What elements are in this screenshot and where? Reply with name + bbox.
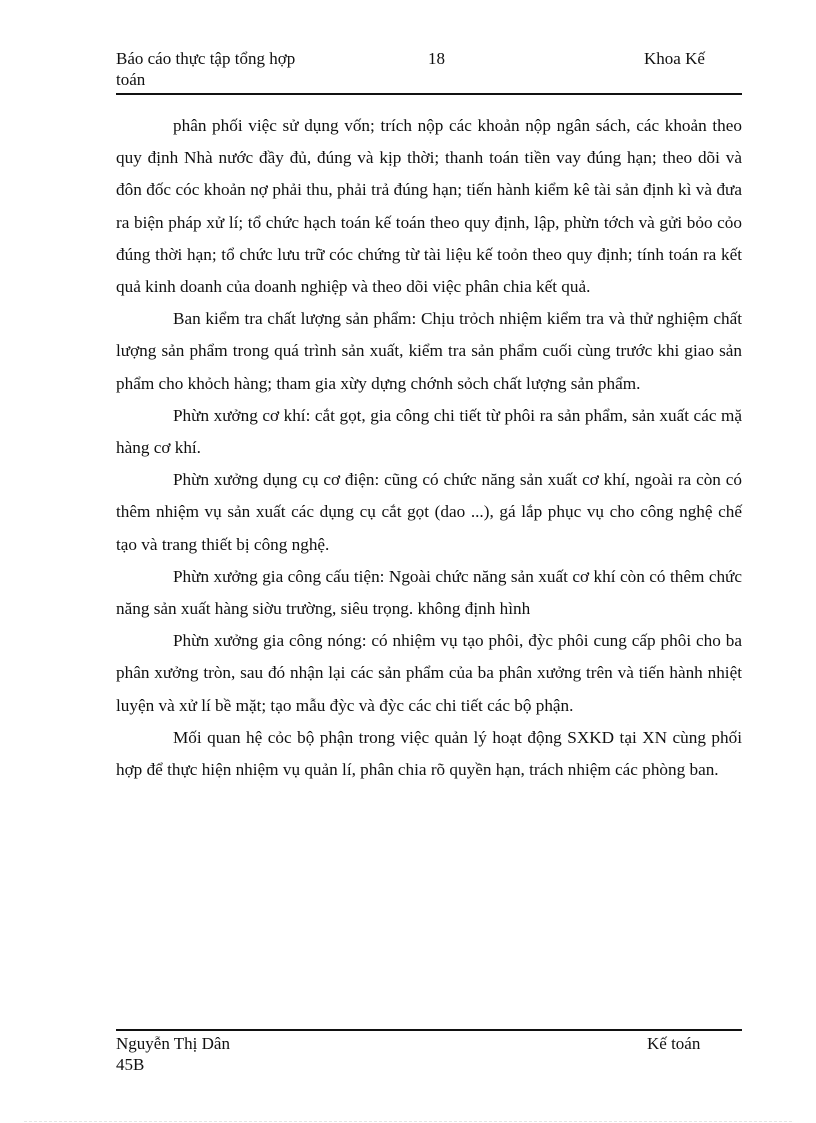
footer-author-name: Nguyễn Thị Dân: [116, 1034, 230, 1053]
header-department: Khoa Kế: [644, 49, 705, 68]
document-body: [116, 110, 742, 786]
header-title-line-2: toán: [116, 70, 146, 89]
page-bottom-edge: [24, 1121, 792, 1122]
footer-author-class: 45B: [116, 1055, 145, 1074]
header-title-line-1: Báo cáo thực tập tổng hợp: [116, 49, 296, 68]
body-paragraph: Phừn xưởng gia công nóng: có nhiệm vụ tạo phôi, đỳc phôi cung cấp phôi cho ba phân xưởng tròn, sau đó nhận lại các sản phẩm của ba phân xưởng trên và tiến hành nhiệt luyện và xử lí bề mặt; tạo mẫu đỳc và đỳc các chi tiết các bộ phận.: [116, 631, 742, 715]
body-paragraph: Phừn xưởng dụng cụ cơ điện: cũng có chức năng sản xuất cơ khí, ngoài ra còn có thêm nhiệm vụ sản xuất các dụng cụ cắt gọt (dao ...), gá lắp phục vụ cho công nghệ chế tạo và trang thiết bị công nghệ.: [116, 470, 742, 554]
body-paragraph: Ban kiểm tra chất lượng sản phẩm: Chịu trỏch nhiệm kiểm tra và thử nghiệm chất lượng sản phẩm trong quá trình sản xuất, kiểm tra sản phẩm cuối cùng trước khi giao sản phẩm cho khỏch hàng; tham gia xừy dựng chớnh sỏch chất lượng sản phẩm.: [116, 309, 742, 393]
body-paragraph: phân phối việc sử dụng vốn; trích nộp các khoản nộp ngân sách, các khoản theo quy định Nhà nước đầy đủ, đúng và kịp thời; thanh toán tiền vay đúng hạn; theo dõi và đôn đốc cóc khoản nợ phải thu, phải trả đúng hạn; tiến hành kiểm kê tài sản định kì và đưa ra biện pháp xử lí; tổ chức hạch toán kế toán theo quy định, lập, phừn tớch và gửi bỏo cỏo đúng thời hạn; tổ chức lưu trữ cóc chứng từ tài liệu kế toỏn theo quy định; tính toán ra kết quả kinh doanh của doanh nghiệp và theo dõi việc phân chia kết quả.: [116, 116, 742, 297]
page-header: [116, 48, 742, 94]
footer-divider: [116, 1029, 742, 1031]
footer-department: Kế toán: [647, 1034, 701, 1053]
body-paragraph: Phừn xưởng cơ khí: cắt gọt, gia công chi tiết từ phôi ra sản phẩm, sản xuất các mặ hàng cơ khí.: [116, 405, 742, 458]
header-divider: [116, 93, 742, 95]
footer-author: [116, 1033, 230, 1075]
header-report-title: [116, 48, 346, 90]
body-paragraph: Phừn xưởng gia công cấu tiện: Ngoài chức năng sản xuất cơ khí còn có thêm chức năng sản xuất hàng siờu trường, siêu trọng. không định hình: [116, 566, 742, 619]
body-paragraph: Mối quan hệ cỏc bộ phận trong việc quản lý hoạt động SXKD tại XN cùng phối hợp để thực hiện nhiệm vụ quản lí, phân chia rõ quyền hạn, trách nhiệm các phòng ban.: [116, 727, 742, 780]
page-number: 18: [428, 49, 445, 68]
